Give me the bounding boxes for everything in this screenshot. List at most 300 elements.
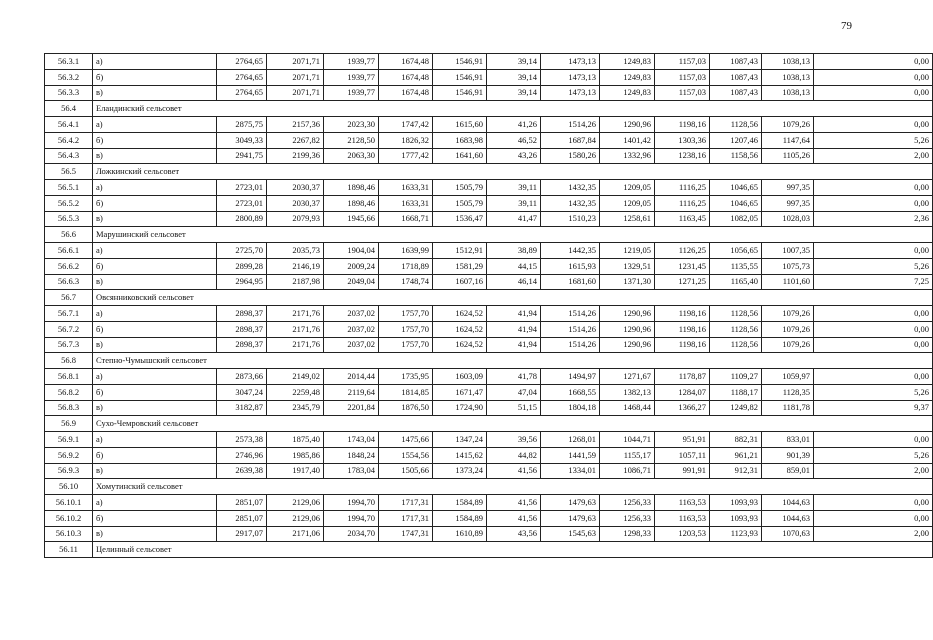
value-cell: 991,91 [655,463,710,479]
value-cell: 2187,98 [267,274,324,290]
value-cell: 2267,82 [267,132,324,148]
value-cell: 1848,24 [324,447,379,463]
value-cell: 1044,63 [762,495,814,511]
value-cell: 0,00 [814,85,933,101]
value-cell: 46,14 [487,274,541,290]
value-cell: 0,00 [814,195,933,211]
row-code: 56.4.2 [45,132,93,148]
value-cell: 1256,33 [600,495,655,511]
row-code: 56.3.2 [45,69,93,85]
value-cell: 1748,74 [379,274,433,290]
value-cell: 2746,96 [217,447,267,463]
value-cell: 2898,37 [217,337,267,353]
table-row [45,117,933,133]
value-cell: 1607,16 [433,274,487,290]
value-cell: 1747,31 [379,526,433,542]
value-cell: 1163,45 [655,211,710,227]
value-cell: 0,00 [814,243,933,259]
value-cell: 2875,75 [217,117,267,133]
value-cell: 0,00 [814,321,933,337]
value-cell: 2149,02 [267,369,324,385]
value-cell: 1059,97 [762,369,814,385]
value-cell: 1624,52 [433,337,487,353]
section-row [45,227,933,243]
value-cell: 2898,37 [217,306,267,322]
value-cell: 2034,70 [324,526,379,542]
value-cell: 1198,16 [655,306,710,322]
value-cell: 1641,60 [433,148,487,164]
row-variant: в) [93,274,217,290]
value-cell: 1674,48 [379,54,433,70]
value-cell: 2725,70 [217,243,267,259]
value-cell: 1494,97 [541,369,600,385]
value-cell: 39,56 [487,432,541,448]
value-cell: 1086,71 [600,463,655,479]
value-cell: 2171,06 [267,526,324,542]
value-cell: 39,14 [487,69,541,85]
value-cell: 2171,76 [267,321,324,337]
value-cell: 1898,46 [324,195,379,211]
table-row [45,243,933,259]
value-cell: 1163,53 [655,510,710,526]
value-cell: 5,26 [814,384,933,400]
section-code: 56.5 [45,164,93,180]
value-cell: 2941,75 [217,148,267,164]
value-cell: 1079,26 [762,117,814,133]
value-cell: 1303,36 [655,132,710,148]
row-variant: б) [93,447,217,463]
value-cell: 5,26 [814,447,933,463]
value-cell: 1128,56 [710,337,762,353]
value-cell: 1512,91 [433,243,487,259]
row-variant: б) [93,258,217,274]
value-cell: 1717,31 [379,495,433,511]
value-cell: 2259,48 [267,384,324,400]
value-cell: 41,56 [487,495,541,511]
value-cell: 1087,43 [710,54,762,70]
value-cell: 41,78 [487,369,541,385]
table-row [45,337,933,353]
row-variant: в) [93,148,217,164]
value-cell: 2171,76 [267,337,324,353]
value-cell: 1473,13 [541,85,600,101]
value-cell: 1123,93 [710,526,762,542]
table-row [45,369,933,385]
value-cell: 0,00 [814,117,933,133]
value-cell: 1633,31 [379,195,433,211]
value-cell: 1056,65 [710,243,762,259]
tariff-table [44,53,933,558]
value-cell: 2764,65 [217,69,267,85]
value-cell: 1198,16 [655,117,710,133]
row-variant: а) [93,306,217,322]
value-cell: 2917,07 [217,526,267,542]
value-cell: 1373,24 [433,463,487,479]
value-cell: 1082,05 [710,211,762,227]
value-cell: 41,94 [487,306,541,322]
value-cell: 1639,99 [379,243,433,259]
value-cell: 2035,73 [267,243,324,259]
value-cell: 43,56 [487,526,541,542]
value-cell: 1994,70 [324,510,379,526]
value-cell: 1898,46 [324,180,379,196]
value-cell: 1290,96 [600,306,655,322]
table-row [45,321,933,337]
value-cell: 1546,91 [433,54,487,70]
row-variant: а) [93,243,217,259]
row-code: 56.5.1 [45,180,93,196]
value-cell: 2851,07 [217,495,267,511]
value-cell: 1135,55 [710,258,762,274]
value-cell: 1057,11 [655,447,710,463]
value-cell: 1158,56 [710,148,762,164]
section-code: 56.11 [45,542,93,558]
value-cell: 1116,25 [655,195,710,211]
value-cell: 2851,07 [217,510,267,526]
value-cell: 1473,13 [541,54,600,70]
value-cell: 1554,56 [379,447,433,463]
value-cell: 1079,26 [762,321,814,337]
value-cell: 1674,48 [379,85,433,101]
value-cell: 1038,13 [762,85,814,101]
row-variant: а) [93,495,217,511]
table-row [45,195,933,211]
row-code: 56.8.2 [45,384,93,400]
value-cell: 1615,60 [433,117,487,133]
value-cell: 1238,16 [655,148,710,164]
value-cell: 1332,96 [600,148,655,164]
row-variant: в) [93,85,217,101]
value-cell: 1939,77 [324,69,379,85]
value-cell: 882,31 [710,432,762,448]
value-cell: 1945,66 [324,211,379,227]
value-cell: 997,35 [762,180,814,196]
value-cell: 1079,26 [762,337,814,353]
value-cell: 1671,47 [433,384,487,400]
value-cell: 1624,52 [433,321,487,337]
value-cell: 961,21 [710,447,762,463]
value-cell: 39,14 [487,85,541,101]
row-variant: в) [93,463,217,479]
value-cell: 2873,66 [217,369,267,385]
row-variant: а) [93,432,217,448]
value-cell: 1128,56 [710,321,762,337]
value-cell: 1479,63 [541,510,600,526]
value-cell: 1724,90 [433,400,487,416]
value-cell: 1093,93 [710,495,762,511]
row-variant: б) [93,132,217,148]
section-row [45,479,933,495]
value-cell: 1432,35 [541,195,600,211]
value-cell: 1219,05 [600,243,655,259]
row-variant: а) [93,180,217,196]
value-cell: 2063,30 [324,148,379,164]
value-cell: 1046,65 [710,195,762,211]
value-cell: 2800,89 [217,211,267,227]
table-row [45,447,933,463]
value-cell: 997,35 [762,195,814,211]
value-cell: 1256,33 [600,510,655,526]
value-cell: 1198,16 [655,321,710,337]
value-cell: 833,01 [762,432,814,448]
value-cell: 859,01 [762,463,814,479]
value-cell: 2119,64 [324,384,379,400]
row-code: 56.8.3 [45,400,93,416]
value-cell: 1475,66 [379,432,433,448]
value-cell: 1674,48 [379,69,433,85]
value-cell: 2764,65 [217,54,267,70]
value-cell: 1249,82 [710,400,762,416]
value-cell: 1584,89 [433,495,487,511]
value-cell: 1249,83 [600,69,655,85]
value-cell: 1610,89 [433,526,487,542]
value-cell: 1109,27 [710,369,762,385]
value-cell: 41,26 [487,117,541,133]
value-cell: 1198,16 [655,337,710,353]
value-cell: 1116,25 [655,180,710,196]
value-cell: 2964,95 [217,274,267,290]
section-title: Еландинский сельсовет [93,101,933,117]
value-cell: 1735,95 [379,369,433,385]
value-cell: 1044,71 [600,432,655,448]
section-row [45,101,933,117]
table-row [45,180,933,196]
value-cell: 2129,06 [267,495,324,511]
table-row [45,85,933,101]
value-cell: 2030,37 [267,195,324,211]
value-cell: 1683,98 [433,132,487,148]
value-cell: 2199,36 [267,148,324,164]
value-cell: 0,00 [814,337,933,353]
value-cell: 2171,76 [267,306,324,322]
value-cell: 1163,53 [655,495,710,511]
row-code: 56.6.2 [45,258,93,274]
section-title: Овсянниковский сельсовет [93,290,933,306]
value-cell: 2071,71 [267,54,324,70]
table-row [45,306,933,322]
value-cell: 1249,83 [600,54,655,70]
value-cell: 1290,96 [600,321,655,337]
row-variant: б) [93,69,217,85]
row-variant: а) [93,369,217,385]
value-cell: 1366,27 [655,400,710,416]
section-title: Целинный сельсовет [93,542,933,558]
value-cell: 46,52 [487,132,541,148]
value-cell: 1814,85 [379,384,433,400]
table-row [45,54,933,70]
value-cell: 1757,70 [379,306,433,322]
value-cell: 951,91 [655,432,710,448]
value-cell: 1007,35 [762,243,814,259]
value-cell: 1479,63 [541,495,600,511]
value-cell: 1668,55 [541,384,600,400]
value-cell: 2157,36 [267,117,324,133]
value-cell: 1334,01 [541,463,600,479]
table-row [45,132,933,148]
value-cell: 1249,83 [600,85,655,101]
value-cell: 39,11 [487,195,541,211]
value-cell: 2898,37 [217,321,267,337]
value-cell: 2146,19 [267,258,324,274]
value-cell: 1994,70 [324,495,379,511]
page-number: 79 [841,20,852,32]
value-cell: 3182,87 [217,400,267,416]
value-cell: 1155,17 [600,447,655,463]
row-code: 56.3.3 [45,85,93,101]
value-cell: 912,31 [710,463,762,479]
value-cell: 1203,53 [655,526,710,542]
value-cell: 0,00 [814,495,933,511]
value-cell: 39,14 [487,54,541,70]
value-cell: 1105,26 [762,148,814,164]
value-cell: 41,94 [487,321,541,337]
value-cell: 2037,02 [324,337,379,353]
section-code: 56.4 [45,101,93,117]
value-cell: 2573,38 [217,432,267,448]
value-cell: 1046,65 [710,180,762,196]
row-code: 56.6.1 [45,243,93,259]
value-cell: 1087,43 [710,85,762,101]
row-variant: в) [93,526,217,542]
value-cell: 2,00 [814,463,933,479]
value-cell: 1468,44 [600,400,655,416]
value-cell: 1584,89 [433,510,487,526]
value-cell: 1514,26 [541,306,600,322]
row-code: 56.7.2 [45,321,93,337]
value-cell: 1917,40 [267,463,324,479]
section-row [45,416,933,432]
value-cell: 1432,35 [541,180,600,196]
value-cell: 43,26 [487,148,541,164]
value-cell: 1473,13 [541,69,600,85]
value-cell: 1687,84 [541,132,600,148]
value-cell: 1441,59 [541,447,600,463]
value-cell: 1757,70 [379,337,433,353]
value-cell: 3049,33 [217,132,267,148]
value-cell: 1985,86 [267,447,324,463]
value-cell: 2345,79 [267,400,324,416]
value-cell: 1038,13 [762,69,814,85]
section-title: Хомутинский сельсовет [93,479,933,495]
value-cell: 2764,65 [217,85,267,101]
value-cell: 1044,63 [762,510,814,526]
value-cell: 1347,24 [433,432,487,448]
row-variant: б) [93,195,217,211]
row-code: 56.10.2 [45,510,93,526]
value-cell: 1545,63 [541,526,600,542]
value-cell: 1128,56 [710,117,762,133]
value-cell: 1126,25 [655,243,710,259]
section-title: Степно-Чумышский сельсовет [93,353,933,369]
value-cell: 901,39 [762,447,814,463]
row-code: 56.5.2 [45,195,93,211]
value-cell: 0,00 [814,180,933,196]
value-cell: 1284,07 [655,384,710,400]
value-cell: 1101,60 [762,274,814,290]
value-cell: 1181,78 [762,400,814,416]
value-cell: 1188,17 [710,384,762,400]
value-cell: 1268,01 [541,432,600,448]
section-row [45,290,933,306]
value-cell: 1514,26 [541,117,600,133]
row-code: 56.10.3 [45,526,93,542]
value-cell: 0,00 [814,306,933,322]
row-code: 56.5.3 [45,211,93,227]
value-cell: 0,00 [814,69,933,85]
section-code: 56.8 [45,353,93,369]
value-cell: 1070,63 [762,526,814,542]
value-cell: 2723,01 [217,195,267,211]
value-cell: 1875,40 [267,432,324,448]
value-cell: 2014,44 [324,369,379,385]
row-code: 56.4.1 [45,117,93,133]
value-cell: 1580,26 [541,148,600,164]
value-cell: 1165,40 [710,274,762,290]
value-cell: 2723,01 [217,180,267,196]
value-cell: 1904,04 [324,243,379,259]
value-cell: 2071,71 [267,85,324,101]
value-cell: 1510,23 [541,211,600,227]
value-cell: 1028,03 [762,211,814,227]
value-cell: 1093,93 [710,510,762,526]
value-cell: 1514,26 [541,321,600,337]
value-cell: 1075,73 [762,258,814,274]
value-cell: 1624,52 [433,306,487,322]
table-row [45,526,933,542]
value-cell: 1581,29 [433,258,487,274]
row-variant: б) [93,384,217,400]
section-row [45,353,933,369]
value-cell: 1505,79 [433,195,487,211]
value-cell: 2639,38 [217,463,267,479]
table-row [45,258,933,274]
value-cell: 1147,64 [762,132,814,148]
value-cell: 1128,35 [762,384,814,400]
value-cell: 0,00 [814,54,933,70]
row-code: 56.7.3 [45,337,93,353]
value-cell: 1536,47 [433,211,487,227]
value-cell: 1209,05 [600,195,655,211]
value-cell: 1939,77 [324,54,379,70]
value-cell: 5,26 [814,132,933,148]
value-cell: 1783,04 [324,463,379,479]
value-cell: 1209,05 [600,180,655,196]
row-code: 56.10.1 [45,495,93,511]
value-cell: 1329,51 [600,258,655,274]
value-cell: 0,00 [814,432,933,448]
value-cell: 1178,87 [655,369,710,385]
value-cell: 1505,79 [433,180,487,196]
value-cell: 0,00 [814,369,933,385]
value-cell: 39,11 [487,180,541,196]
value-cell: 44,82 [487,447,541,463]
value-cell: 1717,31 [379,510,433,526]
section-code: 56.7 [45,290,93,306]
value-cell: 2,36 [814,211,933,227]
value-cell: 1826,32 [379,132,433,148]
value-cell: 2079,93 [267,211,324,227]
row-code: 56.9.1 [45,432,93,448]
value-cell: 1442,35 [541,243,600,259]
value-cell: 1157,03 [655,54,710,70]
value-cell: 1157,03 [655,69,710,85]
value-cell: 2009,24 [324,258,379,274]
row-variant: в) [93,211,217,227]
table-row [45,69,933,85]
value-cell: 1298,33 [600,526,655,542]
value-cell: 1290,96 [600,117,655,133]
row-variant: в) [93,337,217,353]
